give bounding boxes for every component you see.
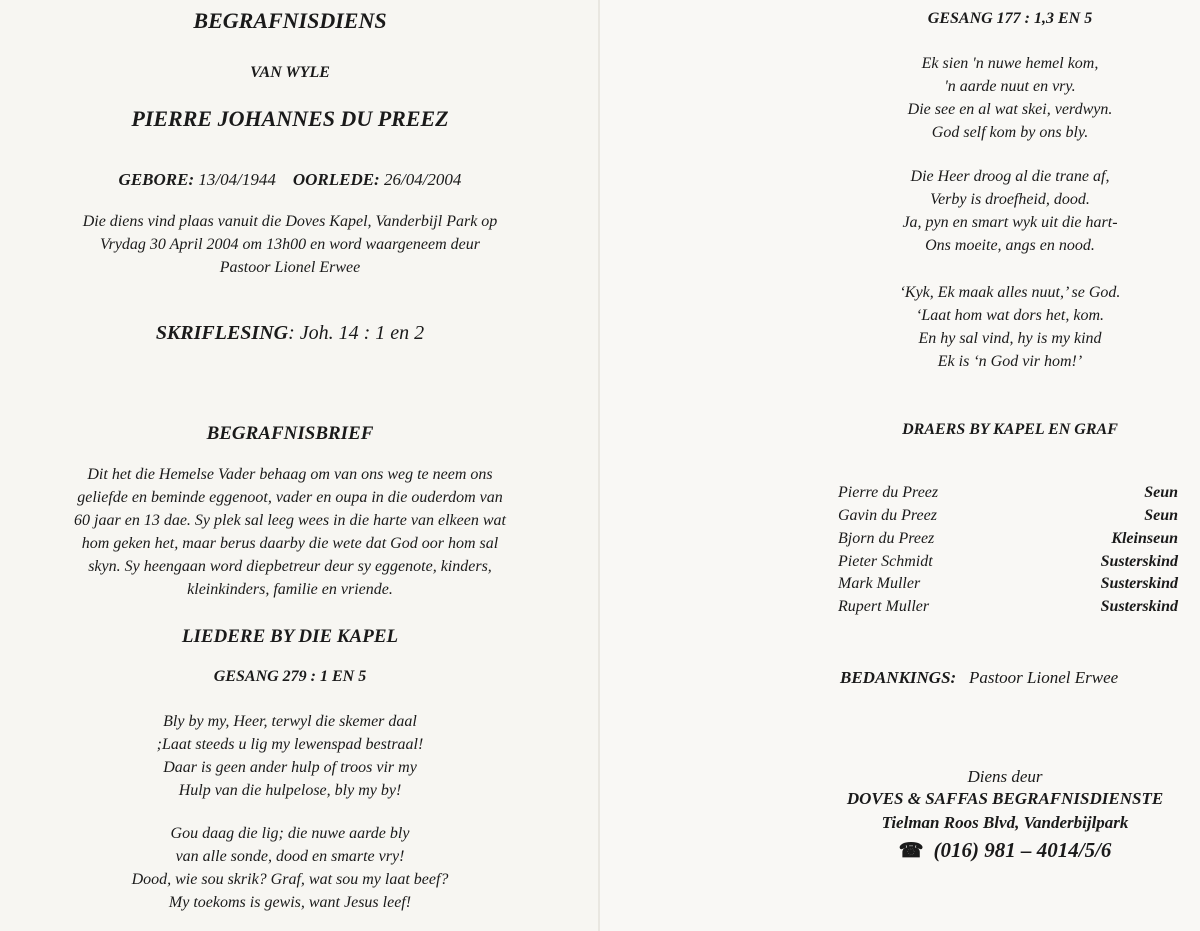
phone-line: [820, 838, 1190, 863]
bearer-relation: Susterskind: [1100, 598, 1178, 615]
verse-line: ;Laat steeds u lig my lewenspad bestraal!: [156, 736, 424, 753]
bearer-relation: Susterskind: [1100, 575, 1178, 592]
hymn-279-verse-1: [0, 710, 580, 802]
thanks-line: [840, 668, 1118, 688]
bearer-row: [838, 598, 1178, 620]
thanks-label: BEDANKINGS:: [840, 668, 957, 687]
bearer-relation: Susterskind: [1100, 553, 1178, 570]
service-line: Die diens vind plaas vanuit die Doves Kapel, Vanderbijl Park op: [82, 213, 498, 230]
bearer-row: [838, 507, 1178, 529]
verse-line: Ek sien 'n nuwe hemel kom,: [921, 55, 1099, 72]
service-details: [0, 210, 580, 279]
telephone-icon: ☎: [898, 840, 924, 862]
verse-line: 'n aarde nuut en vry.: [944, 78, 1076, 95]
verse-line: My toekoms is gewis, want Jesus leef!: [168, 894, 412, 911]
verse-line: Gou daag die lig; die nuwe aarde bly: [170, 825, 410, 842]
born-date: 13/04/1944: [198, 170, 276, 189]
deceased-name: PIERRE JOHANNES DU PREEZ: [131, 106, 449, 131]
hymn-177-verse-1: [810, 52, 1200, 144]
verse-line: Die Heer droog al die trane af,: [910, 168, 1110, 185]
service-by-label: Diens deur: [967, 767, 1043, 786]
bearer-row: [838, 553, 1178, 575]
songs-heading: LIEDERE BY DIE KAPEL: [181, 626, 399, 647]
bearer-relation: Seun: [1144, 507, 1178, 524]
scripture-reading: [0, 322, 580, 345]
hymn-177-verse-5: [810, 281, 1200, 373]
verse-line: Die see en al wat skei, verdwyn.: [907, 101, 1113, 118]
bearer-name: Rupert Muller: [838, 598, 930, 615]
service-line: Pastoor Lionel Erwee: [219, 259, 361, 276]
bearer-name: Pierre du Preez: [838, 484, 939, 501]
hymn-177-verse-3: [810, 165, 1200, 257]
letter-line: Dit het die Hemelse Vader behaag om van ons weg te neem ons: [87, 466, 493, 483]
bearer-row: [838, 575, 1178, 597]
hymn-177-heading: GESANG 177 : 1,3 EN 5: [927, 10, 1093, 27]
service-line: Vrydag 30 April 2004 om 13h00 en word waargeneem deur: [100, 236, 480, 253]
dates-line: [0, 170, 580, 190]
bearer-relation: Seun: [1144, 484, 1178, 501]
letter-line: 60 jaar en 13 dae. Sy plek sal leeg wees in die harte van elkeen wat: [74, 512, 506, 529]
bearer-relation: Kleinseun: [1111, 530, 1178, 547]
van-wyle-label: VAN WYLE: [250, 64, 330, 81]
thanks-name: Pastoor Lionel Erwee: [968, 668, 1119, 687]
verse-line: Bly by my, Heer, terwyl die skemer daal: [163, 713, 417, 730]
hymn-279-heading: GESANG 279 : 1 EN 5: [213, 668, 367, 685]
verse-line: Hulp van die hulpelose, bly my by!: [178, 782, 402, 799]
company-address: Tielman Roos Blvd, Vanderbijlpark: [881, 813, 1129, 832]
service-title: BEGRAFNISDIENS: [193, 8, 387, 33]
verse-line: Verby is droefheid, dood.: [930, 191, 1090, 208]
bearer-name: Mark Muller: [838, 575, 921, 592]
phone-number: (016) 981 – 4014/5/6: [933, 838, 1112, 862]
letter-line: geliefde en beminde eggenoot, vader en oupa in die ouderdom van: [77, 489, 503, 506]
verse-line: Ek is ‘n God vir hom!’: [937, 353, 1083, 370]
verse-line: Dood, wie sou skrik? Graf, wat sou my laat beef?: [131, 871, 449, 888]
verse-line: God self kom by ons bly.: [931, 124, 1089, 141]
funeral-company: DOVES & SAFFAS BEGRAFNISDIENSTE: [846, 789, 1164, 808]
bearers-heading: DRAERS BY KAPEL EN GRAF: [902, 421, 1118, 438]
bearer-name: Pieter Schmidt: [838, 553, 933, 570]
verse-line: En hy sal vind, hy is my kind: [918, 330, 1102, 347]
letter-line: hom geken het, maar berus daarby die wete dat God oor hom sal: [81, 535, 499, 552]
verse-line: Daar is geen ander hulp of troos vir my: [163, 759, 417, 776]
verse-line: Ons moeite, angs en nood.: [925, 237, 1095, 254]
funeral-letter: [0, 463, 580, 601]
bearer-row: [838, 530, 1178, 552]
letter-heading: BEGRAFNISBRIEF: [206, 423, 374, 444]
bearer-name: Bjorn du Preez: [838, 530, 935, 547]
scripture-reference: : Joh. 14 : 1 en 2: [288, 322, 425, 344]
bearer-row: [838, 484, 1178, 506]
hymn-279-verse-5: [0, 822, 580, 914]
born-label: GEBORE:: [118, 170, 195, 189]
bearer-name: Gavin du Preez: [838, 507, 937, 524]
letter-line: kleinkinders, familie en vriende.: [187, 581, 393, 598]
verse-line: van alle sonde, dood en smarte vry!: [175, 848, 405, 865]
scripture-label: SKRIFLESING: [155, 322, 289, 344]
died-label: OORLEDE:: [292, 170, 380, 189]
verse-line: ‘Kyk, Ek maak alles nuut,’ se God.: [899, 284, 1121, 301]
died-date: 26/04/2004: [383, 170, 462, 189]
verse-line: Ja, pyn en smart wyk uit die hart-: [902, 214, 1118, 231]
verse-line: ‘Laat hom wat dors het, kom.: [916, 307, 1104, 324]
letter-line: skyn. Sy heengaan word diepbetreur deur sy eggenote, kinders,: [88, 558, 492, 575]
